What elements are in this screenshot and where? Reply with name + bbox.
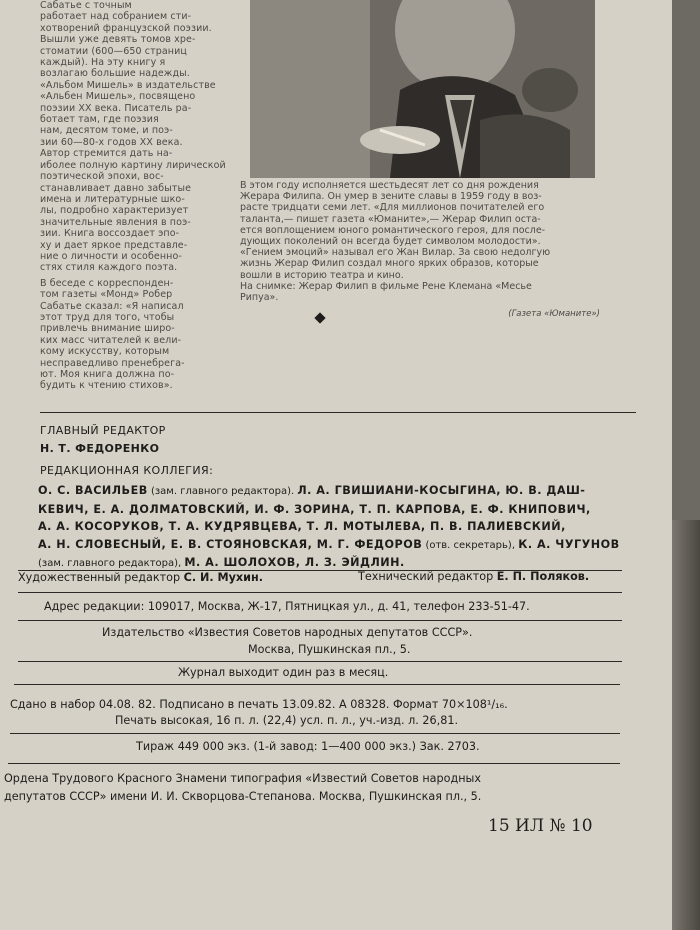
adjacent-page xyxy=(672,0,700,520)
left-column-line: «Альбен Мишель», посвящено xyxy=(40,91,196,103)
art-editor-name: С. И. Мухин. xyxy=(183,571,263,584)
caption-line: ется воплощением юного романтического героя, для после- xyxy=(240,224,546,236)
interview-line: кому искусству, которым xyxy=(40,346,170,358)
chief-editor-label: ГЛАВНЫЙ РЕДАКТОР xyxy=(40,424,166,437)
left-column-line: стях стиля каждого поэта. xyxy=(40,262,178,274)
caption-line: На снимке: Жерар Филип в фильме Рене Клемана «Месье xyxy=(240,280,532,292)
left-column-line: лы, подробно характеризует xyxy=(40,205,189,217)
print-details-2: Печать высокая, 16 п. л. (22,4) усл. п. л., уч.-изд. л. 26,81. xyxy=(115,714,458,727)
publisher-line-2: Москва, Пушкинская пл., 5. xyxy=(248,643,411,656)
left-column-line: значительные явления в поэ- xyxy=(40,216,191,228)
caption-line: расте тридцати семи лет. «Для миллионов почитателей его xyxy=(240,202,545,214)
caption-line: Жерара Филипа. Он умер в зените славы в 1959 году в воз- xyxy=(240,191,542,203)
caption-text xyxy=(240,180,600,303)
left-column-line: возлагаю большие надежды. xyxy=(40,68,190,80)
caption-line: Рипуа». xyxy=(240,292,279,304)
left-column-line: хотворений французской поэзии. xyxy=(40,22,212,34)
printer-line-2: депутатов СССР» имени И. И. Скворцова-Степанова. Москва, Пушкинская пл., 5. xyxy=(4,790,482,803)
board-names: Л. А. ГВИШИАНИ-КОСЫГИНА, Ю. В. ДАШ- xyxy=(297,484,586,497)
editorial-address: Адрес редакции: 109017, Москва, Ж-17, Пятницкая ул., д. 41, телефон 233-51-47. xyxy=(44,600,530,613)
interview-line: ют. Моя книга должна по- xyxy=(40,369,175,380)
caption-line: В этом году исполняется шестьдесят лет со дня рождения xyxy=(240,180,539,191)
tech-editor-name: Е. П. Поляков. xyxy=(496,570,590,583)
left-column-line: ботает там, где поэзия xyxy=(40,114,159,126)
board-role: (отв. секретарь), xyxy=(422,539,519,551)
left-column-interview xyxy=(40,278,235,392)
interview-line: этот труд для того, чтобы xyxy=(40,311,175,323)
left-column-line: каждый). На эту книгу я xyxy=(40,57,166,69)
interview-line: будить к чтению стихов». xyxy=(40,380,173,392)
left-column-line: ху и дает яркое представле- xyxy=(40,239,188,251)
rule-circulation xyxy=(10,733,620,734)
board-names: М. А. ШОЛОХОВ, Л. З. ЭЙДЛИН. xyxy=(184,556,405,569)
publication-frequency: Журнал выходит один раз в месяц. xyxy=(178,666,389,679)
interview-line: несправедливо пренебрега- xyxy=(40,357,185,369)
caption-line: таланта,— пишет газета «Юманите»,— Жерар Филип оста- xyxy=(240,213,541,225)
chief-editor-name: Н. Т. ФЕДОРЕНКО xyxy=(40,442,160,455)
left-column-line: ние о личности и особенно- xyxy=(40,250,182,262)
photo-gerard-philipe xyxy=(250,0,595,178)
board-names: КЕВИЧ, Е. А. ДОЛМАТОВСКИЙ, И. Ф. ЗОРИНА, Т. П. КАРПОВА, Е. Ф. КНИПОВИЧ, xyxy=(38,502,591,516)
editorial-board-list xyxy=(38,482,620,573)
left-column-line: Вышли уже девять томов хре- xyxy=(40,34,196,46)
left-column-line: имена и литературные шко- xyxy=(40,193,185,205)
left-column-line: Сабатье с точным xyxy=(40,0,132,11)
left-column-line: зии 60—80-х годов XX века. xyxy=(40,136,183,148)
caption-line: дующих поколений он всегда будет символом молодости». xyxy=(240,236,541,248)
rule-frequency xyxy=(18,661,622,662)
interview-line: Сабатье сказал: «Я написал xyxy=(40,300,184,312)
left-column-line: нам, десятом томе, и поэ- xyxy=(40,125,173,137)
left-column-line: зии. Книга воссоздает эпо- xyxy=(40,228,180,240)
left-column-line: «Альбом Мишель» в издательстве xyxy=(40,79,216,91)
art-editor-label: Художественный редактор xyxy=(18,571,181,584)
board-names: А. А. КОСОРУКОВ, Т. А. КУДРЯВЦЕВА, Т. Л. МОТЫЛЕВА, П. В. ПАЛИЕВСКИЙ, xyxy=(38,520,566,533)
left-column-line: Автор стремится дать на- xyxy=(40,148,173,160)
board-names: О. С. ВАСИЛЬЕВ xyxy=(38,484,148,497)
print-details-1: Сдано в набор 04.08. 82. Подписано в печать 13.09.82. А 08328. Формат 70×108¹/₁₆. xyxy=(10,698,508,711)
tech-editor xyxy=(358,570,589,583)
page-signature: 15 ИЛ № 10 xyxy=(488,816,593,836)
board-line xyxy=(38,482,620,501)
board-line xyxy=(38,518,620,536)
caption-line: жизнь Жерар Филип создал много ярких образов, которые xyxy=(240,258,539,270)
interview-line: том газеты «Монд» Робер xyxy=(40,289,173,301)
art-editor xyxy=(18,571,263,584)
publisher-line-1: Издательство «Известия Советов народных депутатов СССР». xyxy=(102,626,473,639)
rule-address xyxy=(18,592,622,593)
editorial-board-label: РЕДАКЦИОННАЯ КОЛЛЕГИЯ: xyxy=(40,464,214,477)
board-names: А. Н. СЛОВЕСНЫЙ, Е. В. СТОЯНОВСКАЯ, М. Г. ФЕДОРОВ xyxy=(38,537,423,551)
board-role: (зам. главного редактора). xyxy=(147,486,298,497)
left-column-line: станавливает давно забытые xyxy=(40,182,192,194)
tech-editor-label: Технический редактор xyxy=(358,570,494,583)
left-column-line: поэтической эпохи, вос- xyxy=(40,171,164,183)
interview-line: ких масс читателей к вели- xyxy=(40,334,182,346)
rule-print xyxy=(14,684,620,685)
caption-source: (Газета «Юманите») xyxy=(508,309,600,320)
left-column-text xyxy=(40,0,235,392)
board-line xyxy=(38,536,620,555)
interview-line: В беседе с корреспонден- xyxy=(40,277,174,289)
photo-caption xyxy=(240,180,600,320)
circulation: Тираж 449 000 экз. (1-й завод: 1—400 000 экз.) Зак. 2703. xyxy=(136,740,480,753)
left-column-line: работает над собранием сти- xyxy=(40,11,192,23)
rule-top xyxy=(40,412,636,413)
left-column-line: иболее полную картину лирической xyxy=(40,159,226,171)
caption-line: вошли в историю театра и кино. xyxy=(240,269,404,281)
interview-line: привлечь внимание широ- xyxy=(40,323,175,335)
board-names: К. А. ЧУГУНОВ xyxy=(518,537,620,551)
left-column-line: поэзии XX века. Писатель ра- xyxy=(40,102,192,114)
printer-line-1: Ордена Трудового Красного Знамени типография «Известий Советов народных xyxy=(4,772,481,785)
left-column-paragraph xyxy=(40,0,235,274)
photo-illustration xyxy=(250,0,595,178)
rule-publisher xyxy=(18,620,622,621)
rule-printer xyxy=(8,763,620,764)
board-role: (зам. главного редактора), xyxy=(38,558,185,569)
caption-line: «Гением эмоций» называл его Жан Вилар. За свою недолгую xyxy=(240,247,551,259)
left-column-line: стоматии (600—650 страниц xyxy=(40,45,187,57)
board-line xyxy=(38,501,620,519)
